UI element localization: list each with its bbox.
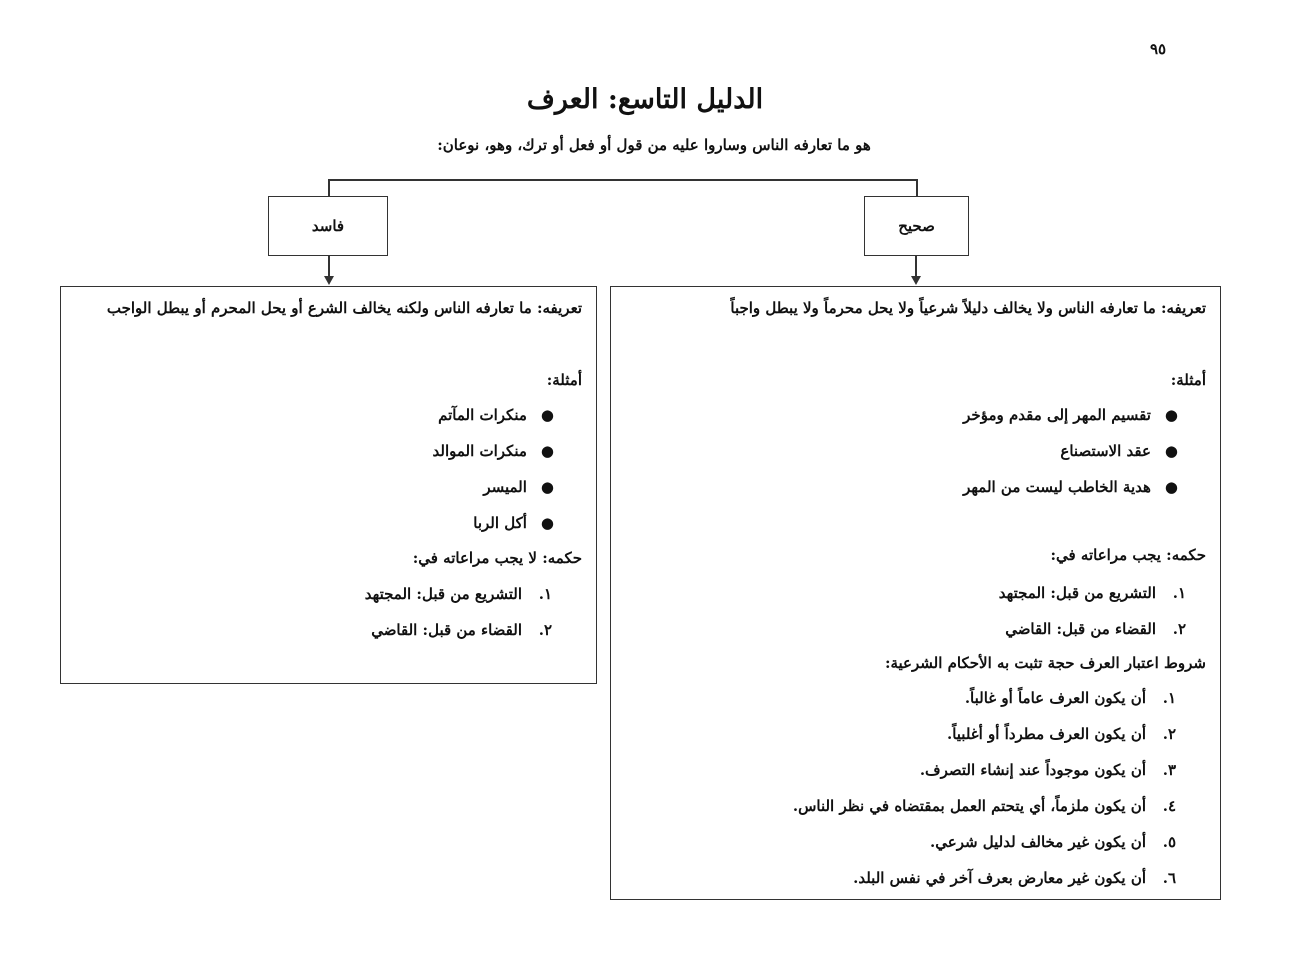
list-item: ●عقد الاستصناع xyxy=(1060,442,1178,460)
page-number: ٩٥ xyxy=(1150,40,1167,58)
list-item: ●تقسيم المهر إلى مقدم ومؤخر xyxy=(963,406,1178,424)
valid-examples-label: أمثلة: xyxy=(1170,371,1206,389)
arrow-right-line xyxy=(915,256,917,276)
valid-panel xyxy=(610,286,1221,900)
list-item: ١.التشريع من قبل: المجتهد xyxy=(364,585,552,603)
connector-top xyxy=(328,179,917,181)
list-item: ●هدية الخاطب ليست من المهر xyxy=(963,478,1178,496)
list-item: ١.أن يكون العرف عاماً أو غالباً. xyxy=(964,689,1176,707)
invalid-type-label: فاسد xyxy=(311,217,345,235)
list-item: ٥.أن يكون غير مخالف لدليل شرعي. xyxy=(930,833,1176,851)
list-item: ١.التشريع من قبل: المجتهد xyxy=(998,584,1186,602)
list-item: ●منكرات المآتم xyxy=(438,406,554,424)
conditions-label: شروط اعتبار العرف حجة تثبت به الأحكام الشرعية: xyxy=(884,654,1206,672)
valid-ruling: حكمه: يجب مراعاته في: xyxy=(1050,546,1206,564)
definition-text: هو ما تعارفه الناس وساروا عليه من قول أو فعل أو ترك، وهو، نوعان: xyxy=(437,136,871,154)
page-title: الدليل التاسع: العرف xyxy=(526,84,764,115)
connector-right-drop xyxy=(916,179,918,197)
invalid-panel xyxy=(60,286,597,684)
bullet-icon: ● xyxy=(540,442,554,460)
invalid-type-box xyxy=(268,196,388,256)
arrow-right-head xyxy=(911,276,921,285)
arrow-left-head xyxy=(324,276,334,285)
list-item: ٤.أن يكون ملزماً، أي يتحتم العمل بمقتضاه في نظر الناس. xyxy=(792,797,1176,815)
invalid-definition: تعريفه: ما تعارفه الناس ولكنه يخالف الشرع أو يحل المحرم أو يبطل الواجب xyxy=(106,299,582,317)
list-item: ٢.أن يكون العرف مطرداً أو أغلبياً. xyxy=(946,725,1176,743)
list-item: ●أكل الربا xyxy=(473,514,554,532)
valid-definition: تعريفه: ما تعارفه الناس ولا يخالف دليلاً شرعياً ولا يحل محرماً ولا يبطل واجباً xyxy=(730,299,1206,317)
connector-left-drop xyxy=(328,179,330,197)
invalid-ruling: حكمه: لا يجب مراعاته في: xyxy=(412,549,582,567)
bullet-icon: ● xyxy=(1164,442,1178,460)
list-item: ٣.أن يكون موجوداً عند إنشاء التصرف. xyxy=(919,761,1176,779)
arrow-left-line xyxy=(328,256,330,276)
list-item: ٦.أن يكون غير معارض بعرف آخر في نفس البلد. xyxy=(853,869,1176,887)
list-item: ٢.القضاء من قبل: القاضي xyxy=(371,621,552,639)
list-item: ●منكرات الموالد xyxy=(432,442,554,460)
bullet-icon: ● xyxy=(540,406,554,424)
invalid-examples-label: أمثلة: xyxy=(546,371,582,389)
bullet-icon: ● xyxy=(1164,478,1178,496)
bullet-icon: ● xyxy=(540,514,554,532)
list-item: ●الميسر xyxy=(483,478,554,496)
bullet-icon: ● xyxy=(540,478,554,496)
valid-type-box xyxy=(864,196,969,256)
list-item: ٢.القضاء من قبل: القاضي xyxy=(1005,620,1186,638)
bullet-icon: ● xyxy=(1164,406,1178,424)
valid-type-label: صحيح xyxy=(898,217,935,235)
